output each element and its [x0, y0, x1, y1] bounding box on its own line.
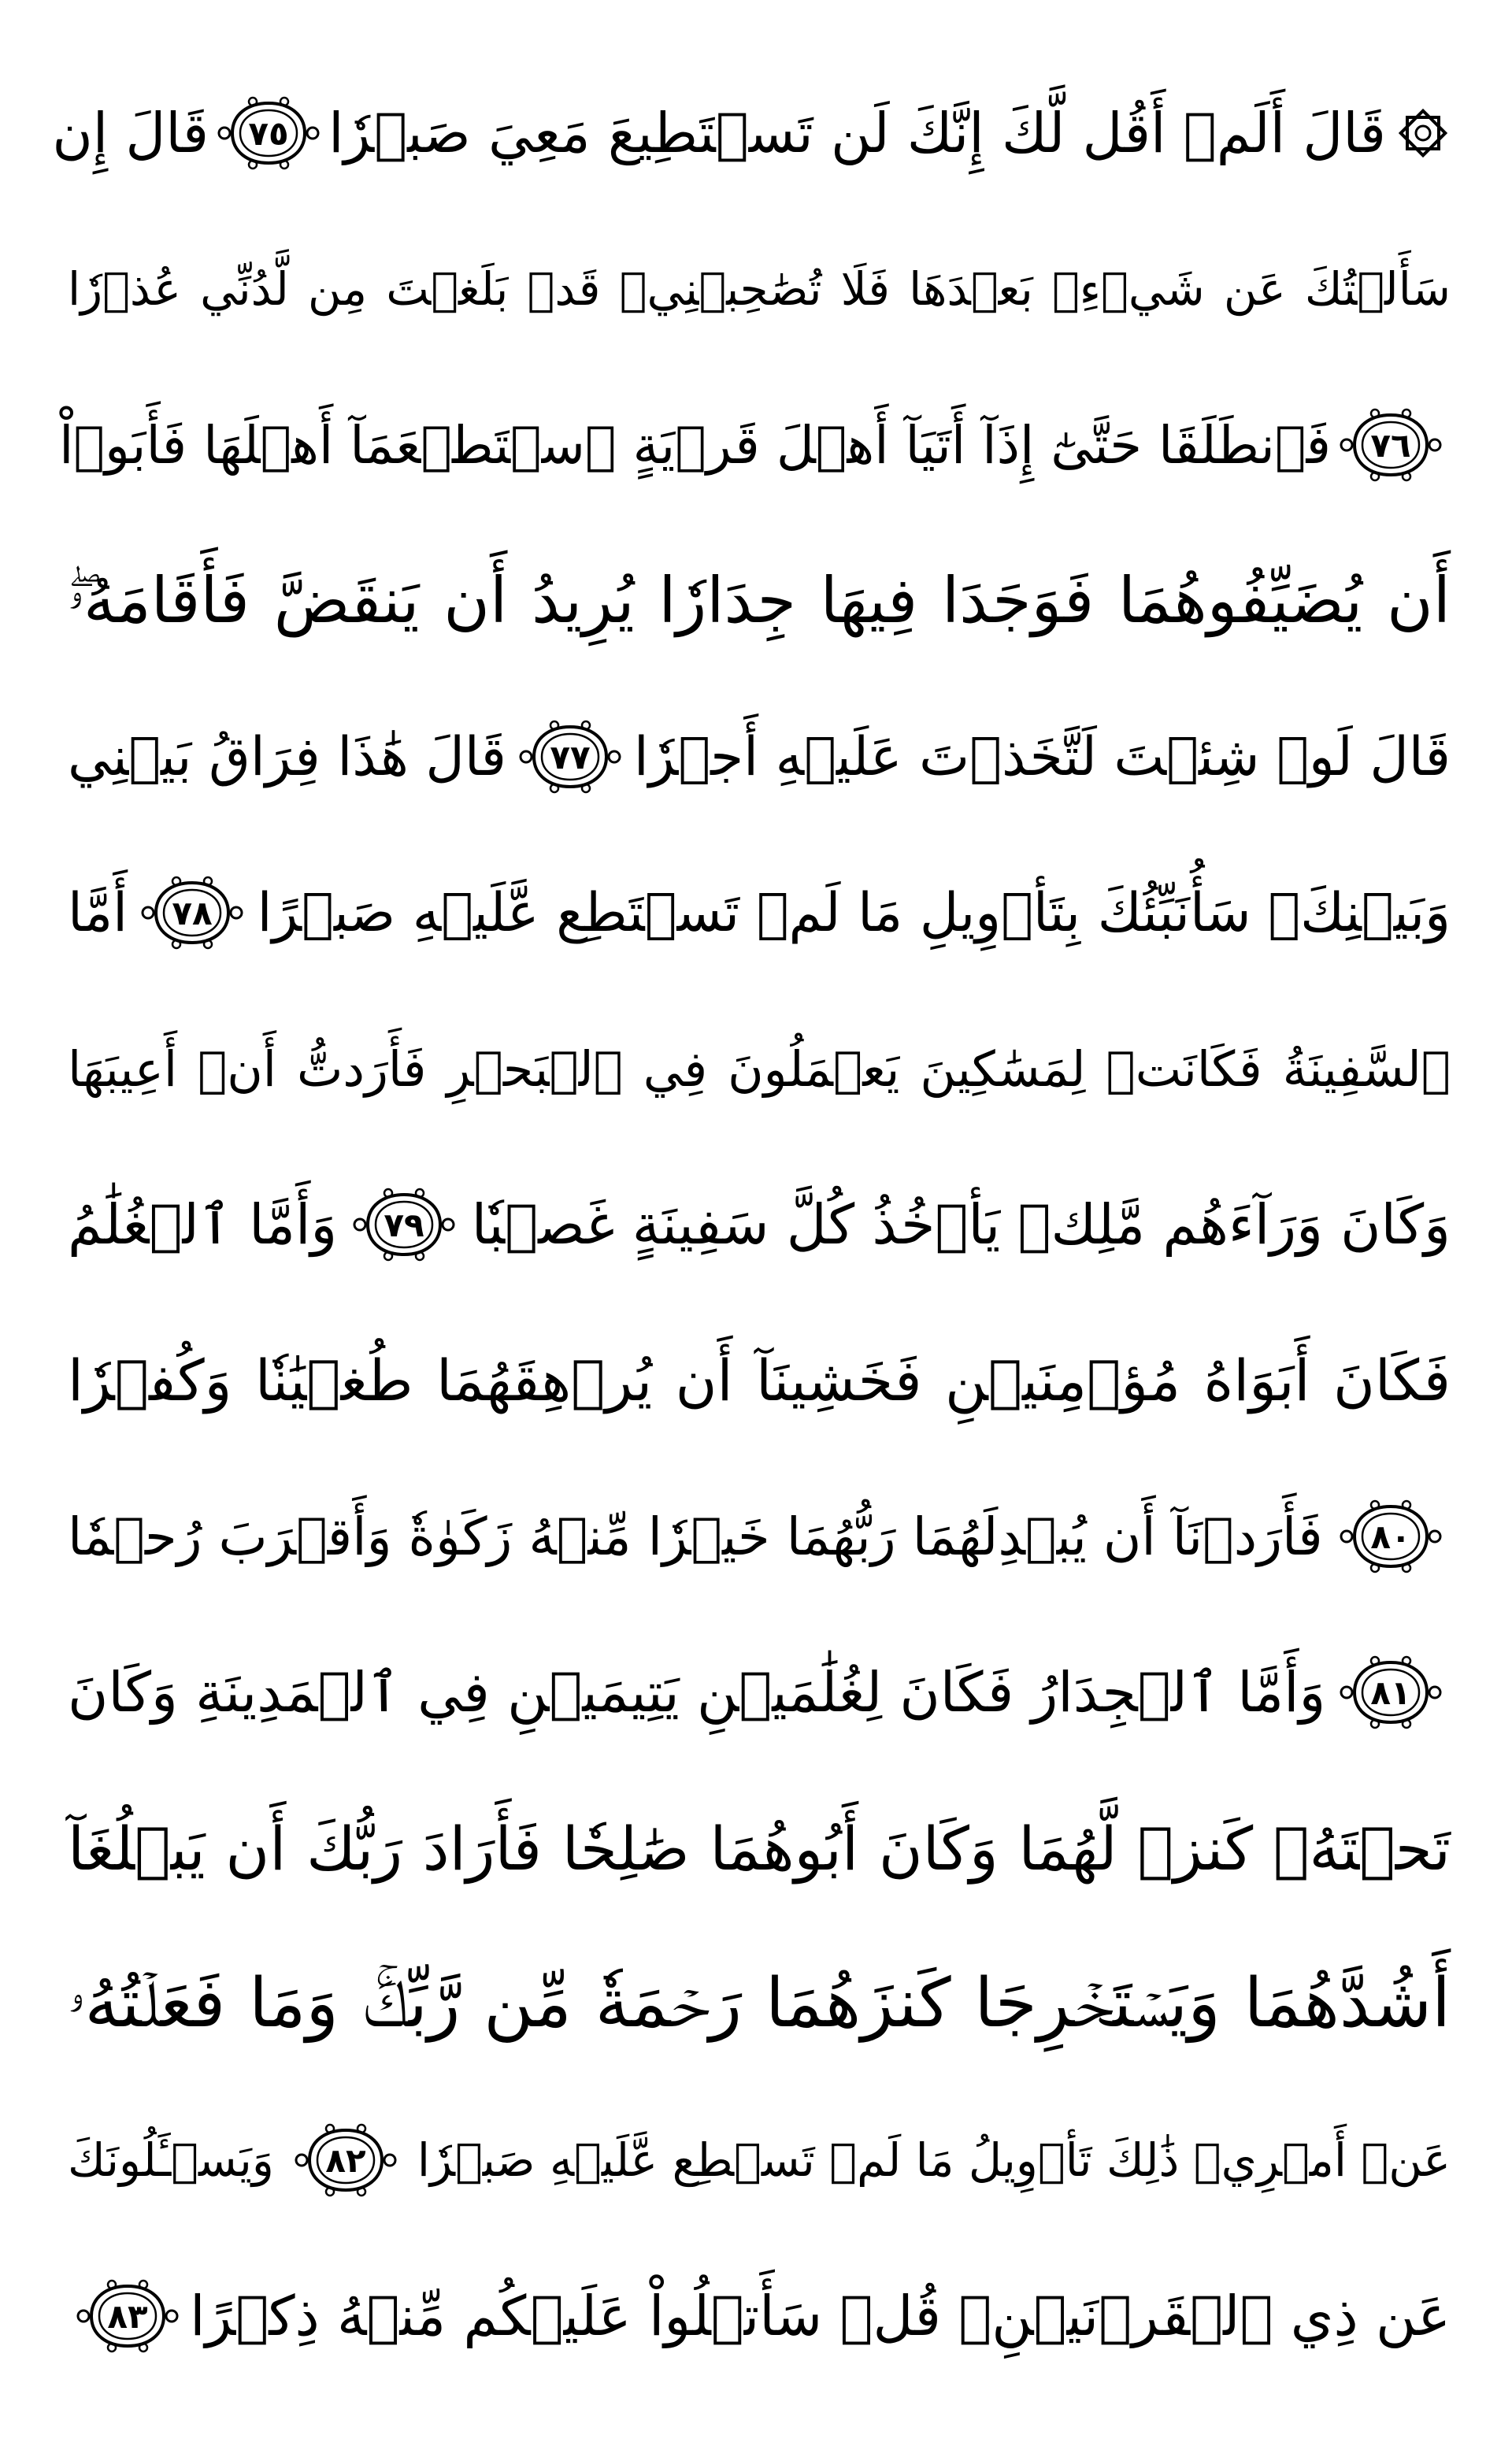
verse-text: أَن يُضَيِّفُوهُمَا فَوَجَدَا فِيهَا جِدَارٗا يُرِيدُ أَن يَنقَضَّ فَأَقَامَهُۥۖ: [68, 564, 1451, 637]
ayah-number: ٧٧: [550, 738, 591, 776]
ayah-end-marker: [1339, 1655, 1443, 1730]
text-line: [68, 835, 1451, 991]
verse-text: عَن ذِي ٱلۡقَرۡنَيۡنِۖ قُلۡ سَأَتۡلُواْ عَلَيۡكُم مِّنۡهُ ذِكۡرًا: [190, 2284, 1451, 2348]
ayah-number: ٨٣: [107, 2297, 148, 2336]
ayah-ornament-icon: [352, 1187, 456, 1262]
ayah-end-marker: [352, 1187, 456, 1262]
text-line: [68, 211, 1451, 367]
ayah-end-marker: [76, 2278, 180, 2354]
text-line: [68, 1614, 1451, 1770]
ayah-number: ٧٩: [384, 1206, 425, 1244]
text-line: [52, 55, 1451, 211]
ayah-ornament-icon: [1339, 407, 1443, 483]
ayah-end-marker: [217, 95, 321, 171]
verse-text: أَمَّا: [68, 881, 128, 944]
ayah-end-marker: [1339, 407, 1443, 483]
rub-el-hizb-icon: [1395, 106, 1451, 161]
ayah-number: ٨١: [1370, 1673, 1411, 1712]
ayah-number: ٨٠: [1370, 1518, 1411, 1556]
ayah-number: ٧٦: [1370, 426, 1411, 465]
ayah-end-marker: [140, 875, 244, 951]
verse-text: قَالَ لَوۡ شِئۡتَ لَتَّخَذۡتَ عَلَيۡهِ أَجۡرٗا: [633, 725, 1451, 788]
verse-text: وَأَمَّا ٱلۡغُلَٰمُ: [68, 1192, 338, 1257]
verse-text: وَكَانَ وَرَآءَهُم مَّلِكٞ يَأۡخُذُ كُلَّ سَفِينَةٍ غَصۡبٗا: [471, 1192, 1451, 1257]
ayah-number: ٨٢: [325, 2141, 366, 2180]
text-line: [68, 1770, 1451, 1926]
verse-text: سَأَلۡتُكَ عَن شَيۡءِۭ بَعۡدَهَا فَلَا تُصَٰحِبۡنِيۖ قَدۡ بَلَغۡتَ مِن لَّدُنِّي عُذۡرٗا: [68, 262, 1451, 316]
ayah-ornament-icon: [1339, 1655, 1443, 1730]
ayah-ornament-icon: [1339, 1499, 1443, 1574]
text-line: [68, 2082, 1451, 2238]
rub-el-hizb-marker: [1395, 106, 1451, 161]
ayah-ornament-icon: [294, 2122, 398, 2198]
verse-text: عَنۡ أَمۡرِيۚ ذَٰلِكَ تَأۡوِيلُ مَا لَمۡ تَسۡطِع عَّلَيۡهِ صَبۡرٗا: [417, 2133, 1451, 2187]
ayah-end-marker: [518, 719, 622, 795]
verse-text: قَالَ هَٰذَا فِرَاقُ بَيۡنِي: [68, 725, 507, 788]
verse-text: فَكَانَ أَبَوَاهُ مُؤۡمِنَيۡنِ فَخَشِينَآ أَن يُرۡهِقَهُمَا طُغۡيَٰنٗا وَكُفۡرٗا: [68, 1347, 1451, 1414]
verse-text: وَأَمَّا ٱلۡجِدَارُ فَكَانَ لِغُلَٰمَيۡنِ يَتِيمَيۡنِ فِي ٱلۡمَدِينَةِ وَكَانَ: [68, 1660, 1326, 1725]
text-line: [68, 523, 1451, 679]
text-line: [68, 991, 1451, 1147]
text-lines: [52, 55, 1451, 2394]
text-line: [68, 1147, 1451, 1303]
text-line: [68, 1303, 1451, 1458]
ayah-end-marker: [294, 2122, 398, 2198]
ayah-ornament-icon: [518, 719, 622, 795]
verse-text: ٱلسَّفِينَةُ فَكَانَتۡ لِمَسَٰكِينَ يَعۡمَلُونَ فِي ٱلۡبَحۡرِ فَأَرَدتُّ أَنۡ أَعِيبَهَا: [68, 1040, 1451, 1098]
ayah-ornament-icon: [140, 875, 244, 951]
text-line: [68, 2238, 1451, 2394]
verse-text: وَيَسۡـَٔلُونَكَ: [68, 2133, 274, 2187]
verse-text: وَبَيۡنِكَۚ سَأُنَبِّئُكَ بِتَأۡوِيلِ مَا لَمۡ تَسۡتَطِع عَّلَيۡهِ صَبۡرًا: [257, 881, 1451, 944]
text-line: [59, 367, 1451, 523]
verse-text: قَالَ إِن: [52, 101, 209, 165]
ayah-number: ٧٨: [172, 894, 213, 932]
text-line: [68, 1458, 1451, 1614]
ayah-ornament-icon: [217, 95, 321, 171]
ayah-number: ٧٥: [248, 114, 289, 153]
text-line: [68, 679, 1451, 835]
text-line: [68, 1926, 1451, 2082]
verse-text: فَأَرَدۡنَآ أَن يُبۡدِلَهُمَا رَبُّهُمَا خَيۡرٗا مِّنۡهُ زَكَوٰةٗ وَأَقۡرَبَ رُحۡمٗا: [68, 1506, 1323, 1567]
verse-text: أَشُدَّهُمَا وَيَسۡتَخۡرِجَا كَنزَهُمَا رَحۡمَةٗ مِّن رَّبِّكَۚ وَمَا فَعَلۡتُهُۥ: [68, 1964, 1451, 2043]
ayah-ornament-icon: [76, 2278, 180, 2354]
verse-text: فَٱنطَلَقَا حَتَّىٰٓ إِذَآ أَتَيَآ أَهۡلَ قَرۡيَةٍ ٱسۡتَطۡعَمَآ أَهۡلَهَا فَأَبَوۡاْ: [59, 414, 1331, 476]
verse-text: قَالَ أَلَمۡ أَقُل لَّكَ إِنَّكَ لَن تَسۡتَطِيعَ مَعِيَ صَبۡرٗا: [328, 101, 1386, 165]
verse-text: تَحۡتَهُۥ كَنزٞ لَّهُمَا وَكَانَ أَبُوهُمَا صَٰلِحٗا فَأَرَادَ رَبُّكَ أَن يَبۡلُغَآ: [68, 1813, 1451, 1884]
ayah-end-marker: [1339, 1499, 1443, 1574]
